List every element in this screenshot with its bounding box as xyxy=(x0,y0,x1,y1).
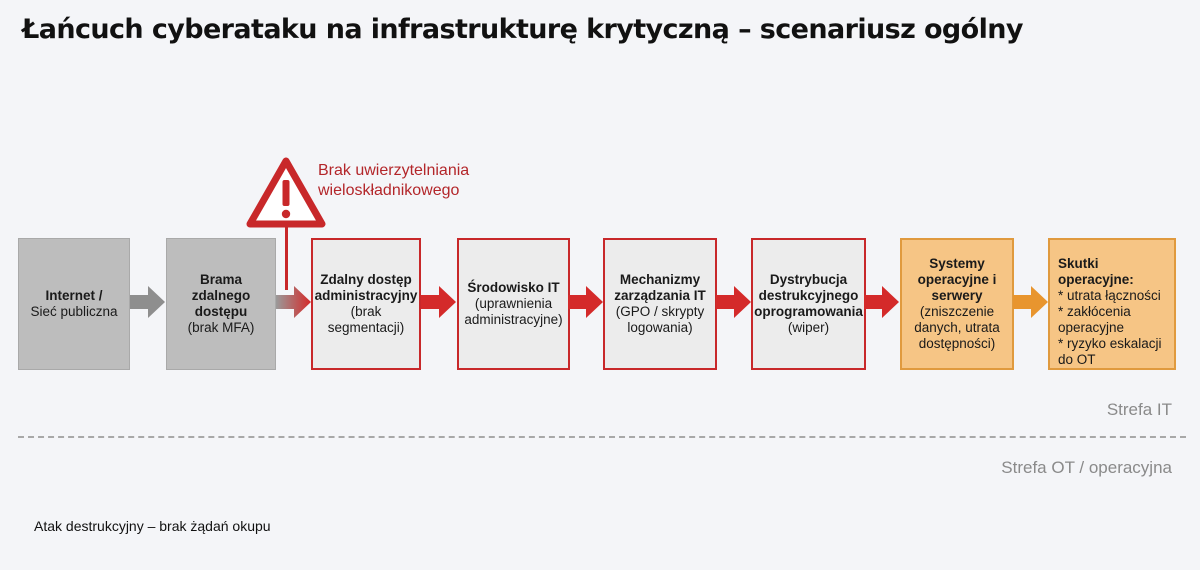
zone-ot-label: Strefa OT / operacyjna xyxy=(1001,458,1172,477)
warning-connector-line xyxy=(285,226,288,290)
zone-it-label: Strefa IT xyxy=(1106,400,1172,419)
step-sub: (brak segmentacji) xyxy=(327,304,405,335)
warning-label: Brak uwierzytelniania wieloskładnikowego xyxy=(318,162,470,199)
arrow-right-icon xyxy=(276,284,312,320)
warning-triangle-icon xyxy=(246,156,326,228)
zone-divider xyxy=(18,436,1186,438)
arrow-right-icon xyxy=(130,284,166,320)
arrow-right-icon xyxy=(864,284,900,320)
step-systems xyxy=(900,238,1014,370)
step-head: Skutki operacyjne: xyxy=(1058,256,1134,287)
step-sub: * utrata łączności * zakłócenia operacyjne * ryzyko eskalacji do OT xyxy=(1058,288,1162,367)
step-sub: (uprawnienia administracyjne) xyxy=(464,296,563,327)
arrow-right-icon xyxy=(1013,284,1049,320)
step-it-environment xyxy=(457,238,570,370)
step-head: Mechanizmy zarządzania IT xyxy=(614,272,706,303)
step-sub: (GPO / skrypty logowania) xyxy=(615,304,705,335)
arrow-right-icon xyxy=(568,284,604,320)
step-head: Dystrybucja destrukcyjnego oprogramowania xyxy=(754,272,863,319)
step-head: Internet / xyxy=(45,288,103,303)
step-head: Systemy operacyjne i serwery xyxy=(917,256,997,303)
step-head: Brama zdalnego dostępu xyxy=(191,272,251,319)
step-operational-effects xyxy=(1048,238,1176,370)
page-title: Łańcuch cyberataku na infrastrukturę krytyczną – scenariusz ogólny xyxy=(22,14,1023,45)
step-malware-distribution xyxy=(751,238,866,370)
footnote: Atak destrukcyjny – brak żądań okupu xyxy=(34,518,271,534)
step-sub: (wiper) xyxy=(787,320,830,335)
step-gateway xyxy=(166,238,276,370)
step-sub: Sieć publiczna xyxy=(30,304,118,319)
step-sub: (brak MFA) xyxy=(187,320,255,335)
step-head: Środowisko IT xyxy=(467,280,560,295)
step-internet xyxy=(18,238,130,370)
step-head: Zdalny dostęp administracyjny xyxy=(314,272,418,303)
arrow-right-icon xyxy=(716,284,752,320)
arrow-right-icon xyxy=(421,284,457,320)
step-it-management xyxy=(603,238,717,370)
step-sub: (zniszczenie danych, utrata dostępności) xyxy=(914,304,1000,351)
step-remote-admin xyxy=(311,238,421,370)
